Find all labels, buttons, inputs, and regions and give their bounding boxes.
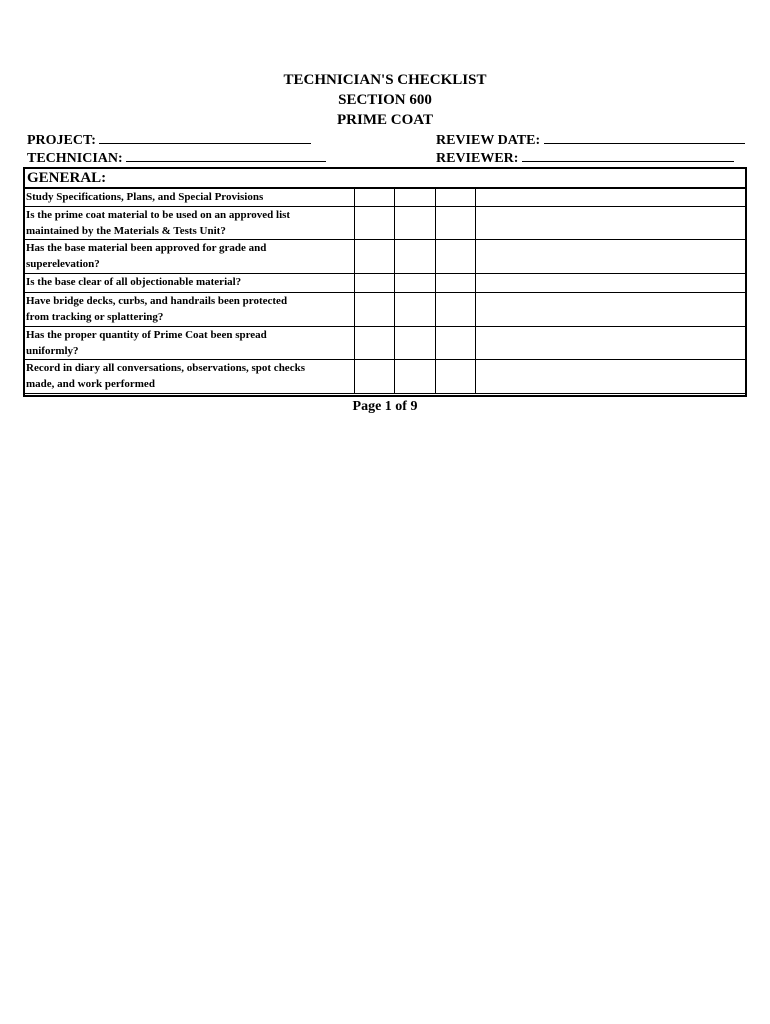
checklist-row: [25, 326, 745, 359]
review-date-label: REVIEW DATE:: [436, 133, 541, 148]
review-date-input-line[interactable]: [544, 131, 745, 144]
reviewer-label: REVIEWER:: [436, 151, 519, 166]
notes-cell[interactable]: [475, 239, 745, 273]
project-field[interactable]: [27, 131, 311, 150]
check-box-1[interactable]: [354, 189, 394, 206]
technician-label: TECHNICIAN:: [27, 151, 123, 166]
document-title: TECHNICIAN'S CHECKLIST: [283, 72, 487, 88]
question-line: superelevation?: [26, 257, 100, 270]
check-box-2[interactable]: [394, 273, 435, 292]
checklist-question: [25, 359, 354, 393]
check-box-2[interactable]: [394, 359, 435, 393]
project-input-line[interactable]: [99, 131, 311, 144]
section-number: SECTION 600: [338, 92, 432, 108]
notes-cell[interactable]: [475, 292, 745, 326]
question-line: Is the base clear of all objectionable material?: [26, 275, 242, 288]
reviewer-field[interactable]: [436, 149, 734, 168]
checklist-row: [25, 206, 745, 239]
check-box-1[interactable]: [354, 273, 394, 292]
checklist-question: [25, 273, 354, 292]
notes-cell[interactable]: [475, 326, 745, 359]
checklist-table: [23, 167, 747, 397]
check-box-3[interactable]: [435, 292, 475, 326]
question-line: Has the base material been approved for grade and: [26, 241, 267, 254]
checklist-question: [25, 292, 354, 326]
check-box-2[interactable]: [394, 206, 435, 239]
checklist-question: [25, 189, 354, 206]
question-line: Have bridge decks, curbs, and handrails been protected: [26, 294, 288, 307]
check-box-2[interactable]: [394, 239, 435, 273]
question-line: Has the proper quantity of Prime Coat been spread: [26, 328, 267, 341]
check-box-3[interactable]: [435, 206, 475, 239]
question-line: Record in diary all conversations, observations, spot checks: [26, 361, 305, 374]
checklist-question: [25, 326, 354, 359]
check-box-2[interactable]: [394, 292, 435, 326]
checklist-row: [25, 292, 745, 326]
question-line: Study Specifications, Plans, and Special Provisions: [26, 191, 264, 203]
notes-cell[interactable]: [475, 359, 745, 393]
page-number: Page 1 of 9: [352, 399, 418, 414]
question-line: Is the prime coat material to be used on an approved list: [26, 208, 291, 221]
check-box-3[interactable]: [435, 273, 475, 292]
check-box-1[interactable]: [354, 239, 394, 273]
notes-cell[interactable]: [475, 273, 745, 292]
question-line: from tracking or splattering?: [26, 310, 164, 323]
check-box-3[interactable]: [435, 189, 475, 206]
general-group-header: GENERAL:: [25, 169, 745, 189]
question-line: made, and work performed: [26, 377, 155, 390]
checklist-question: [25, 239, 354, 273]
check-box-3[interactable]: [435, 359, 475, 393]
review-date-field[interactable]: [436, 131, 745, 150]
check-box-3[interactable]: [435, 326, 475, 359]
section-subject: PRIME COAT: [337, 112, 433, 128]
checklist-items: [25, 189, 745, 394]
project-label: PROJECT:: [27, 133, 96, 148]
checklist-row: [25, 273, 745, 292]
checklist-question: [25, 206, 354, 239]
technician-input-line[interactable]: [126, 149, 326, 162]
question-line: uniformly?: [26, 344, 79, 357]
notes-cell[interactable]: [475, 189, 745, 206]
check-box-1[interactable]: [354, 206, 394, 239]
reviewer-input-line[interactable]: [522, 149, 734, 162]
check-box-2[interactable]: [394, 326, 435, 359]
checklist-row: [25, 239, 745, 273]
question-line: maintained by the Materials & Tests Unit?: [26, 224, 226, 237]
check-box-1[interactable]: [354, 292, 394, 326]
check-box-1[interactable]: [354, 359, 394, 393]
notes-cell[interactable]: [475, 206, 745, 239]
technician-field[interactable]: [27, 149, 326, 168]
check-box-3[interactable]: [435, 239, 475, 273]
check-box-1[interactable]: [354, 326, 394, 359]
checklist-row: [25, 359, 745, 393]
checklist-row: [25, 189, 745, 206]
check-box-2[interactable]: [394, 189, 435, 206]
